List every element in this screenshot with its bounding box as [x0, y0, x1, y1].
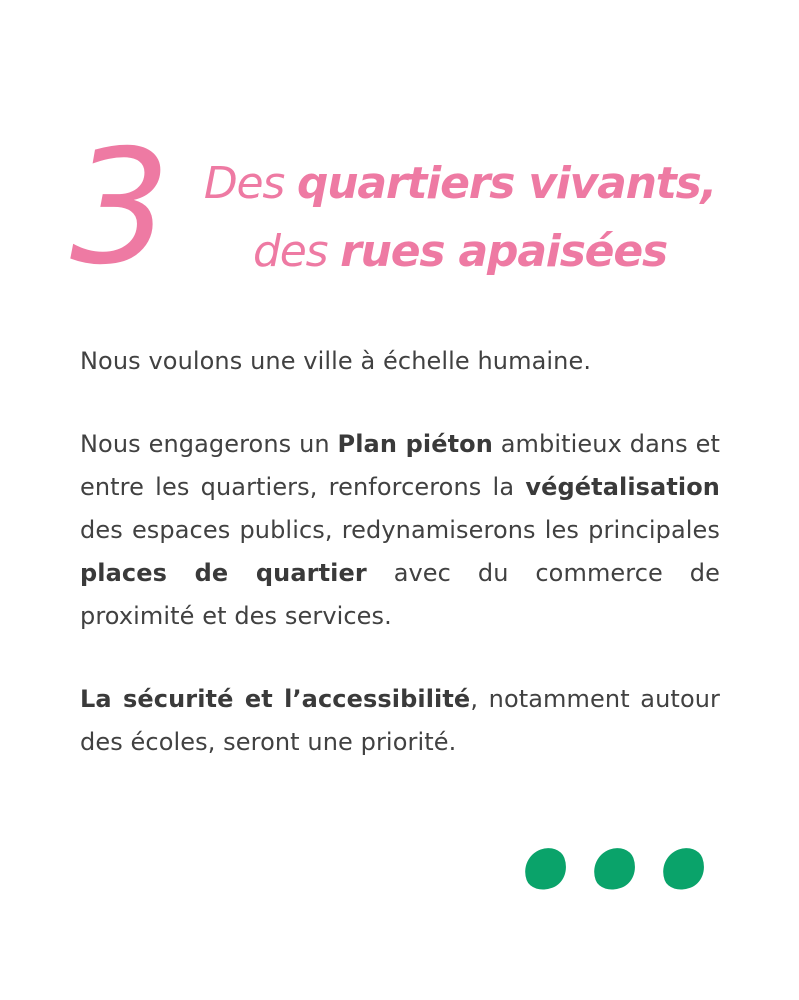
paragraph-plan-text-3: des espaces publics, redynamiserons les principales: [80, 516, 720, 544]
dot-icon: [656, 843, 710, 895]
paragraph-plan-text-4: avec du commerce de proximité et des services.: [80, 559, 720, 630]
header: [0, 0, 799, 300]
paragraph-securite-text: , notamment autour des écoles, seront une priorité.: [80, 685, 721, 756]
three-dots-icon: [524, 849, 704, 893]
title-line-1: [180, 150, 740, 218]
paragraph-intro: Nous voulons une ville à échelle humaine.: [80, 347, 592, 375]
section-number: 3: [70, 116, 165, 300]
title-line-2: [180, 218, 740, 286]
paragraph-plan-text-1: Nous engagerons un: [80, 430, 338, 458]
dot-icon: [587, 843, 641, 895]
title-line-2-light: des: [253, 226, 328, 277]
places-de-quartier-emphasis: places de quartier: [80, 559, 367, 587]
vegetalisation-emphasis: végétalisation: [525, 473, 720, 501]
paragraph-plan-text-2: ambitieux dans et entre les quartiers, renforcerons la: [80, 430, 720, 501]
securite-emphasis: La sécurité et l’accessibilité: [80, 685, 471, 713]
plan-pieton-emphasis: Plan piéton: [337, 430, 493, 458]
paragraph-securite: [80, 678, 720, 764]
title-line-1-strong: quartiers vivants,: [296, 158, 717, 209]
body-text: [80, 340, 720, 764]
dot-icon: [518, 843, 572, 895]
paragraph-plan: [80, 423, 720, 638]
title-line-2-strong: rues apaisées: [340, 226, 667, 277]
page-title: [180, 150, 740, 286]
title-line-1-light: Des: [203, 158, 285, 209]
